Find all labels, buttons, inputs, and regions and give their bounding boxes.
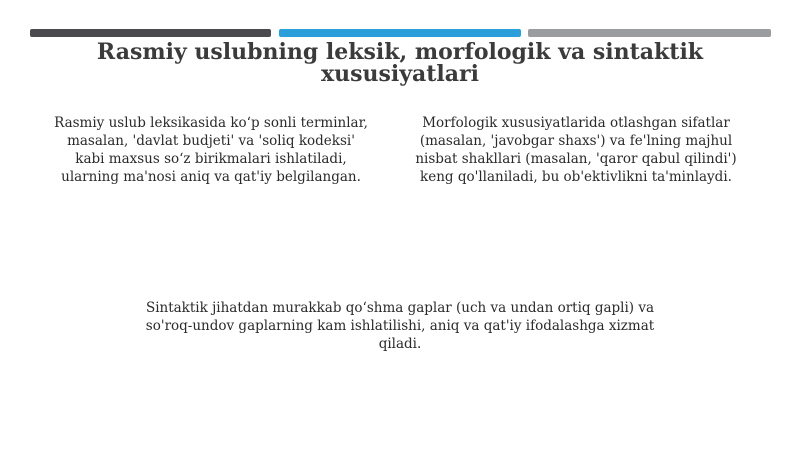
accent-bar-gray bbox=[528, 29, 771, 37]
lexical-features-text: Rasmiy uslub leksikasida ko‘p sonli terminlar, masalan, 'davlat budjeti' va 'soliq kodeksi' kabi maxsus so‘z birikmalari ishlatiladi, ularning ma'nosi aniq va qat'iy belgilangan. bbox=[54, 115, 368, 185]
slide-title: Rasmiy uslubning leksik, morfologik va sintaktik xususiyatlari bbox=[96, 39, 704, 87]
accent-bar-dark bbox=[30, 29, 271, 37]
syntactic-features-text: Sintaktik jihatdan murakkab qo‘shma gaplar (uch va undan ortiq gapli) va so'roq-undov gaplarning kam ishlatilishi, aniq va qat'iy ifodalashga xizmat qiladi. bbox=[145, 300, 655, 352]
morphological-features-text: Morfologik xususiyatlarida otlashgan sifatlar (masalan, 'javobgar shaxs') va fe'lning majhul nisbat shakllari (masalan, 'qaror qabul qilindi') keng qo'llaniladi, bu ob'ektivlikni ta'minlaydi. bbox=[415, 115, 737, 185]
accent-bar-blue bbox=[279, 29, 521, 37]
